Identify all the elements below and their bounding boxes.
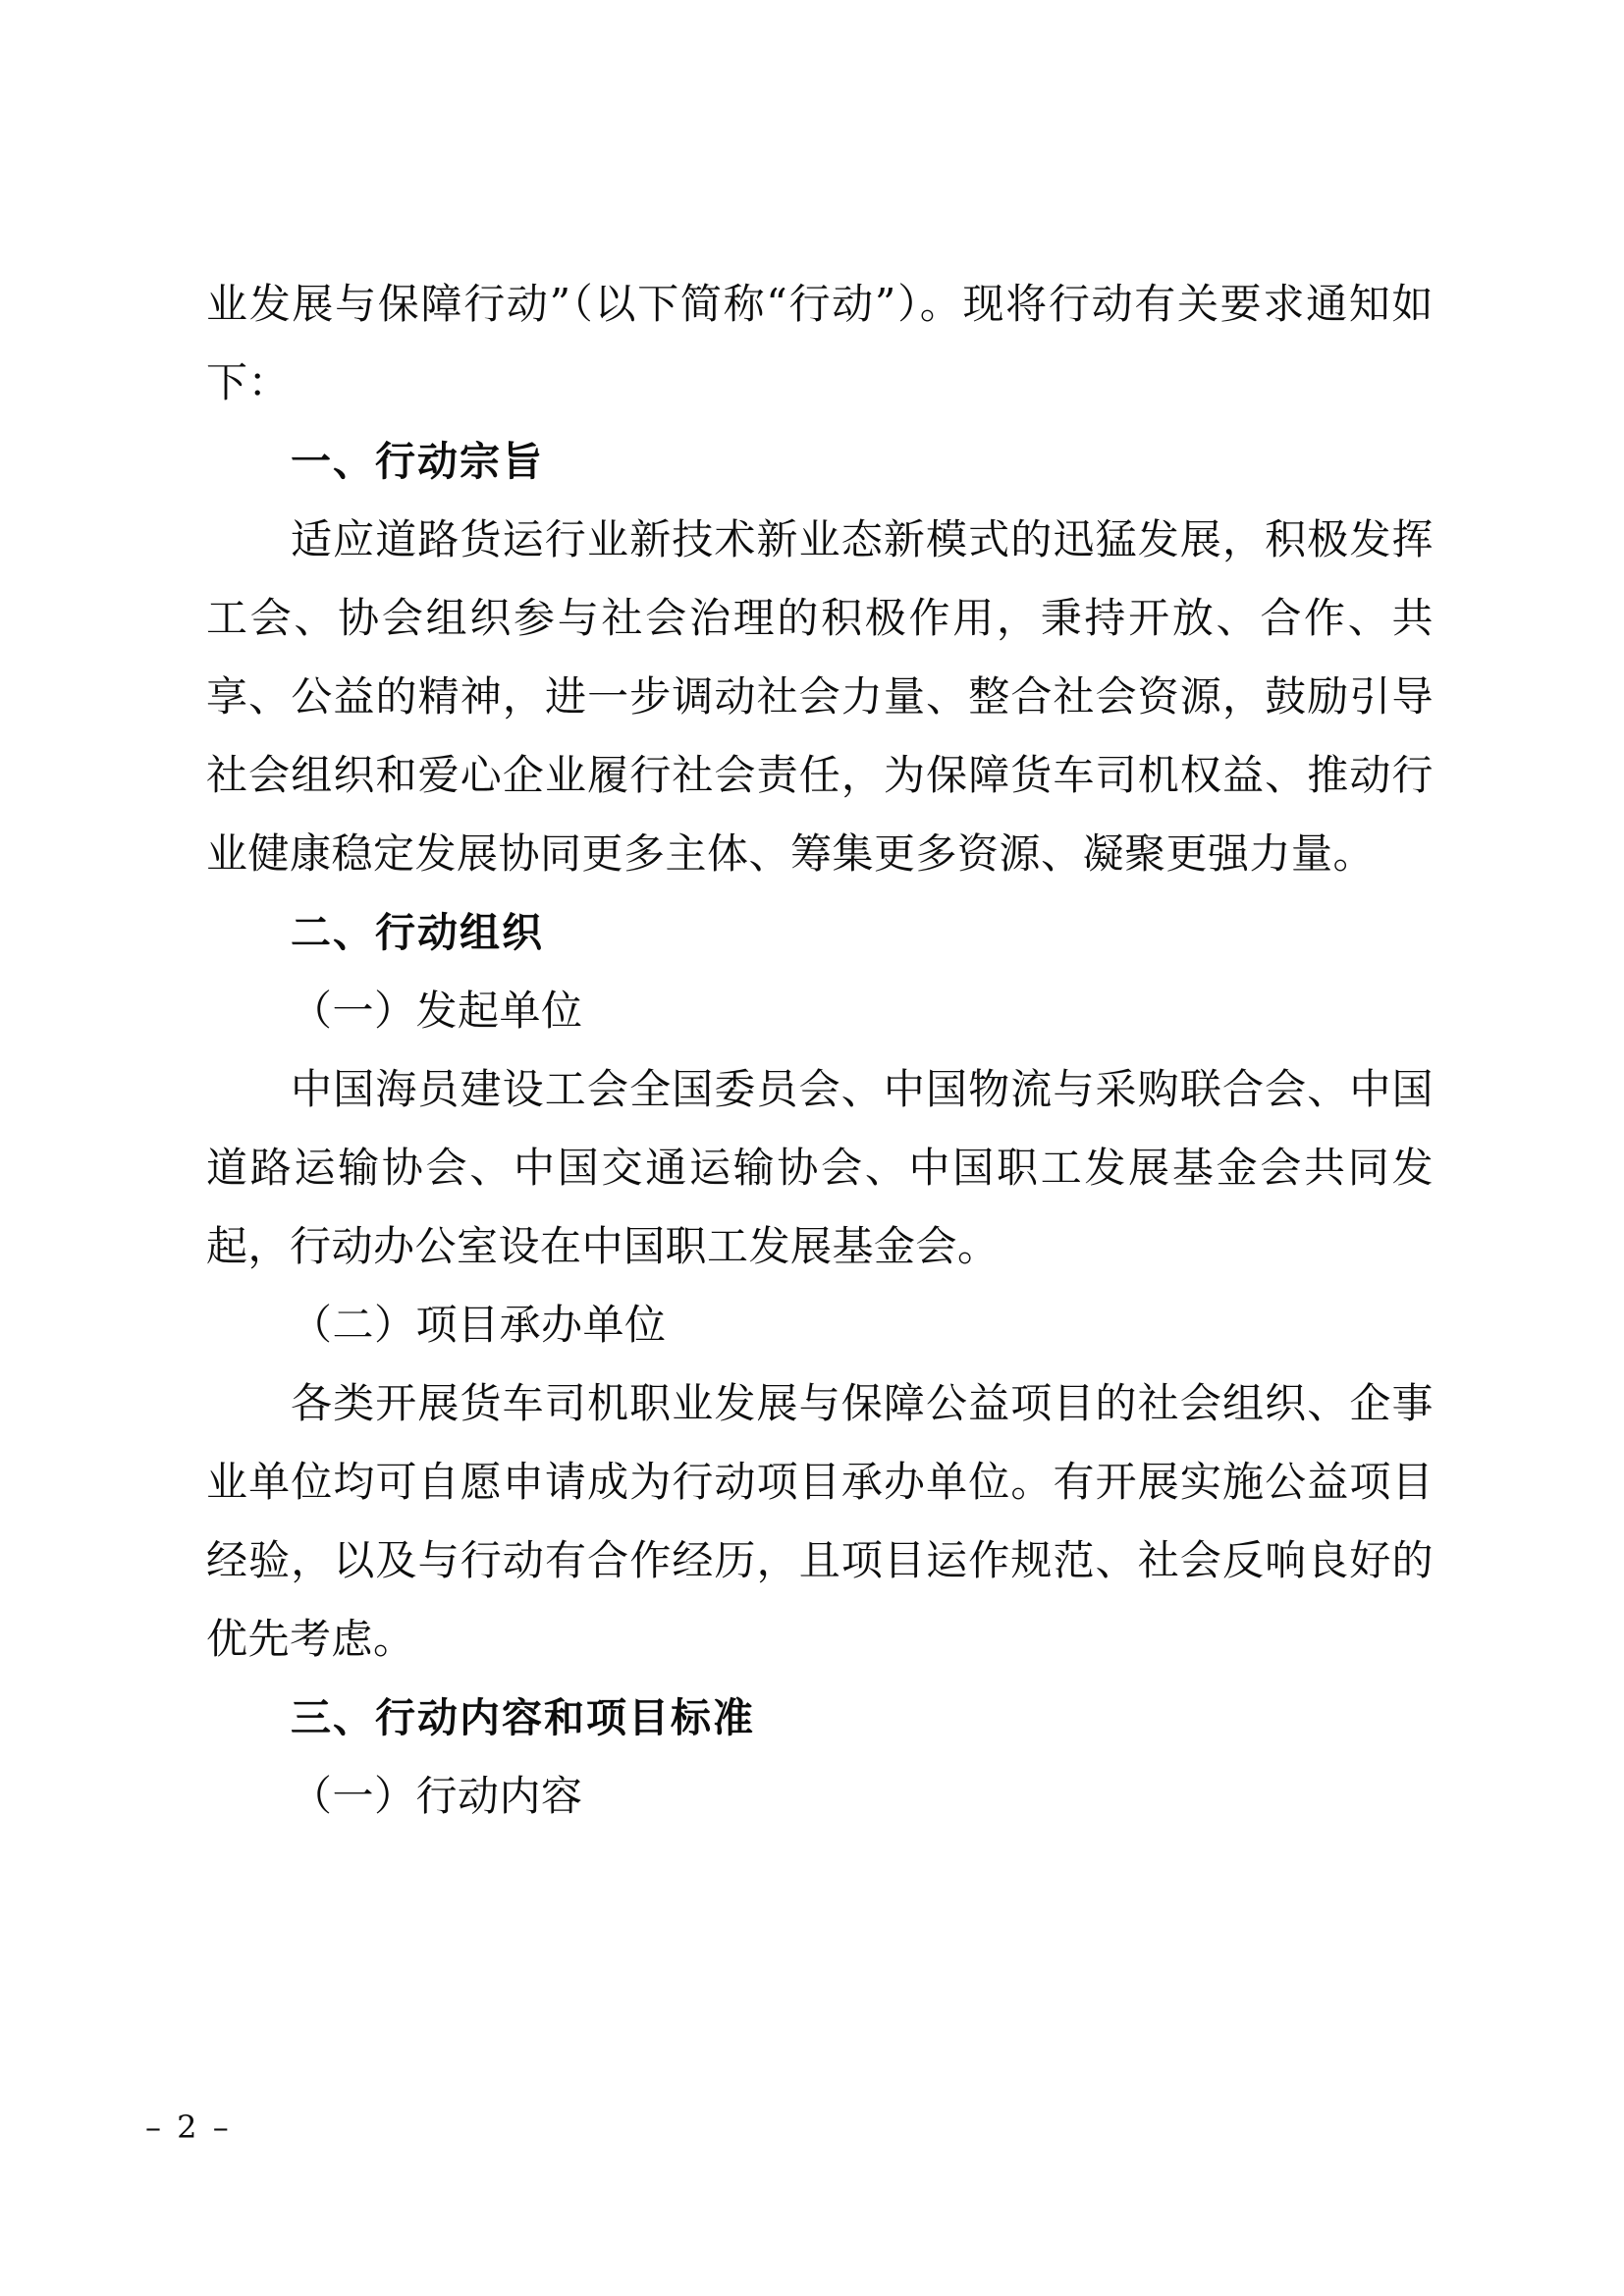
paragraph-initiators: 中国海员建设工会全国委员会、中国物流与采购联合会、中国道路运输协会、中国交通运输协会、中国职工发展基金会共同发起，行动办公室设在中国职工发展基金会。 <box>206 1065 1434 1270</box>
subheading-host-units: （二）项目承办单位 <box>291 1301 667 1349</box>
paragraph-purpose: 适应道路货运行业新技术新业态新模式的迅猛发展，积极发挥工会、协会组织参与社会治理的积极作用，秉持开放、合作、共享、公益的精神，进一步调动社会力量、整合社会资源，鼓励引导社会组织和爱心企业履行社会责任，为保障货车司机权益、推动行业健康稳定发展协同更多主体、筹集更多资源、凝聚更强力量。 <box>206 515 1434 878</box>
subheading-initiators: （一）发起单位 <box>291 987 583 1035</box>
section-heading-3: 三、行动内容和项目标准 <box>291 1694 755 1741</box>
document-body <box>206 265 1434 1836</box>
section-heading-1: 一、行动宗旨 <box>291 438 544 485</box>
page-number: – 2 – <box>145 2109 232 2146</box>
paragraph-host-units: 各类开展货车司机职业发展与保障公益项目的社会组织、企事业单位均可自愿申请成为行动项目承办单位。有开展实施公益项目经验，以及与行动有合作经历，且项目运作规范、社会反响良好的优先考虑。 <box>206 1379 1434 1663</box>
paragraph-continuation: 业发展与保障行动”（以下简称“行动”）。现将行动有关要求通知如下： <box>206 280 1434 406</box>
subheading-action-content: （一）行动内容 <box>291 1772 583 1820</box>
section-heading-2: 二、行动组织 <box>291 909 544 956</box>
